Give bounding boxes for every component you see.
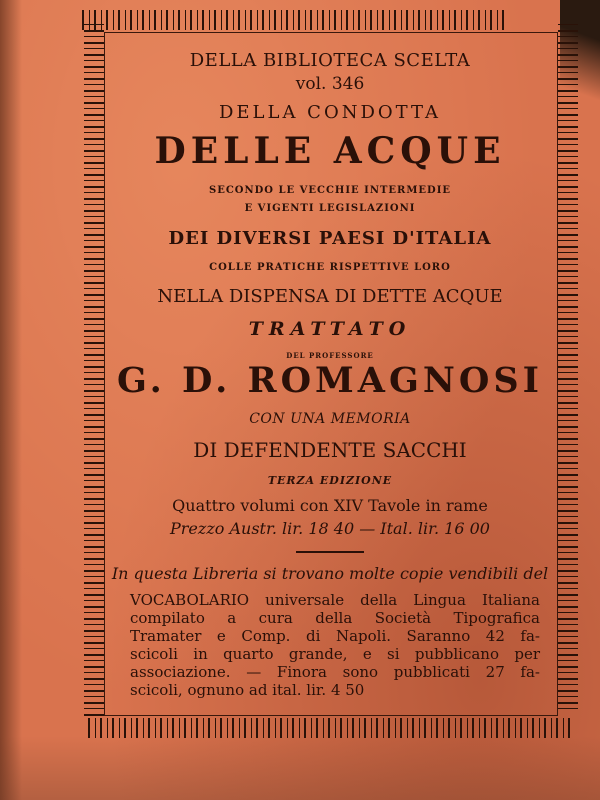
spine-shadow <box>0 0 22 800</box>
advertisement-line: scicoli, ognuno ad ital. lir. 4 50 <box>130 681 365 699</box>
ornamental-border-bottom <box>88 718 570 738</box>
contents-description: Quattro volumi con XIV Tavole in rame <box>172 496 488 515</box>
main-title: DELLE ACQUE <box>154 130 506 172</box>
series-title: DELLA BIBLIOTECA SCELTA <box>189 50 471 71</box>
edition-label: TERZA EDIZIONE <box>267 474 393 487</box>
volume-number: vol. 346 <box>295 74 365 94</box>
divider-rule <box>296 551 364 553</box>
ornamental-border-left <box>84 20 104 720</box>
advertisement-line: associazione. — Finora sono pubblicati 27 fa- <box>130 663 540 681</box>
ornamental-border-right <box>558 20 578 710</box>
worn-bottom-edge <box>0 736 600 800</box>
author-name: G. D. ROMAGNOSI <box>117 360 543 401</box>
advertisement-heading: In questa Libreria si trovano molte copie vendibili del <box>111 564 549 583</box>
subtitle-line-3: DEI DIVERSI PAESI D'ITALIA <box>168 228 492 249</box>
advertisement-line: scicoli in quarto grande, e si pubblicano per <box>130 645 540 663</box>
ornamental-border-top <box>82 10 504 30</box>
title-prefix: DELLA CONDOTTA <box>218 102 442 123</box>
author-prefix: DEL PROFESSORE <box>286 351 374 360</box>
memoir-intro: CON UNA MEMORIA <box>249 411 411 427</box>
advertisement-line: VOCABOLARIO universale della Lingua Italiana <box>130 591 540 609</box>
subtitle-line-5: NELLA DISPENSA DI DETTE ACQUE <box>157 286 503 307</box>
subtitle-line-4: COLLE PRATICHE RISPETTIVE LORO <box>209 262 451 273</box>
subtitle-line-1: SECONDO LE VECCHIE INTERMEDIE <box>208 185 452 196</box>
price-line: Prezzo Austr. lir. 18 40 — Ital. lir. 16 00 <box>170 519 490 538</box>
memoir-author: DI DEFENDENTE SACCHI <box>193 438 467 462</box>
advertisement-line: compilato a cura della Società Tipografica <box>130 609 540 627</box>
subtitle-line-2: E VIGENTI LEGISLAZIONI <box>244 203 416 214</box>
advertisement-line: Tramater e Comp. di Napoli. Saranno 42 fa- <box>130 627 540 645</box>
genre-label: TRATTATO <box>248 318 412 340</box>
